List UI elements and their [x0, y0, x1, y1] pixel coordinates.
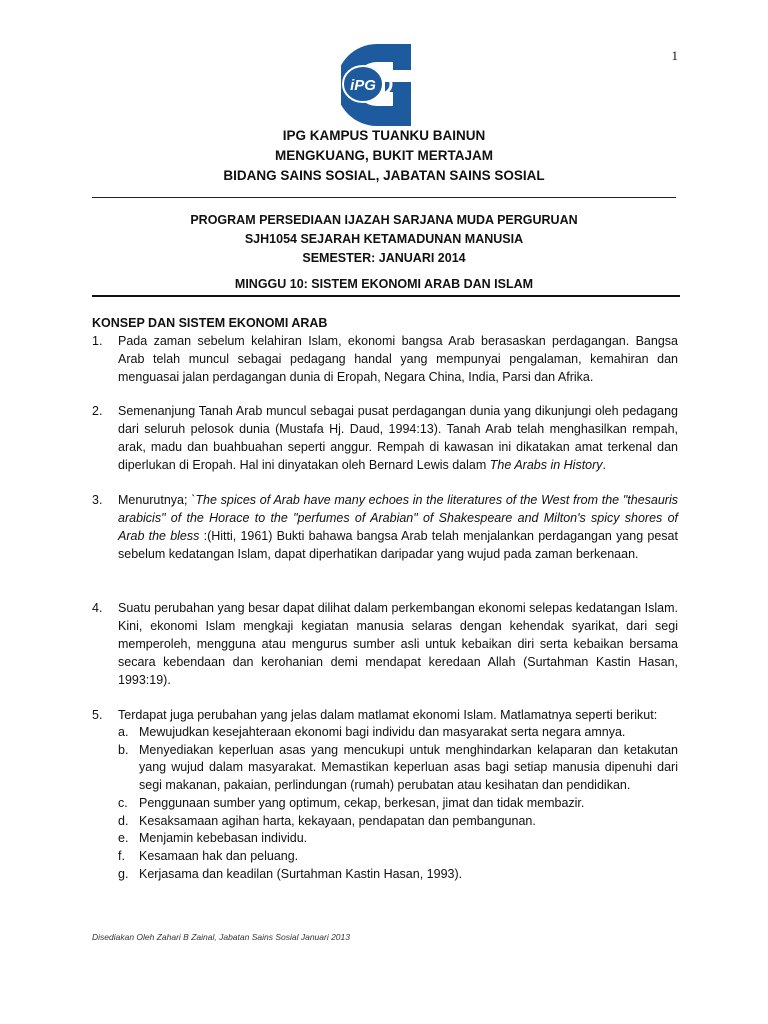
page-footer: Disediakan Oleh Zahari B Zainal, Jabatan Sains Sosial Januari 2013	[92, 932, 350, 942]
list-item	[118, 830, 678, 848]
list-item-text: Menjamin kebebasan individu.	[139, 831, 308, 846]
title-divider	[92, 295, 680, 297]
paragraph-text: Suatu perubahan yang besar dapat dilihat dalam perkembangan ekonomi selepas kedatangan Islam. Kini, ekonomi Islam mengkaji kegiatan manusia selaras dengan kehendak syarikat, dari segi memperoleh, mengguna atau mengurus sumber asli untuk kebaikan diri serta kebaikan bersama secara kebendaan dan kerohanian demi mendapat keredaan Allah (Surtahman Kastin Hasan, 1993:19).	[118, 601, 678, 687]
list-item-text: Kesamaan hak dan peluang.	[139, 848, 299, 863]
paragraph-text: Semenanjung Tanah Arab muncul sebagai pusat perdagangan dunia yang dikunjungi oleh pedagang dari seluruh pelosok dunia (Mustafa Hj. Daud, 1994:13). Tanah Arab telah menghasilkan rempah, arak, madu dan buahbuahan seperti anggur. Rempah di kawasan ini dikatakan amat terkenal dan diperlukan di Eropah. Hal ini dinyatakan oleh Bernard Lewis dalam	[118, 404, 678, 472]
week-title: MINGGU 10: SISTEM EKONOMI ARAB DAN ISLAM	[234, 277, 534, 291]
paragraph-3	[92, 491, 678, 563]
list-letter: b.	[118, 742, 129, 757]
paragraph-number: 4.	[92, 601, 103, 615]
institution-line-3: BIDANG SAINS SOSIAL, JABATAN SAINS SOSIAL	[223, 168, 545, 183]
institution-line-1: IPG KAMPUS TUANKU BAINUN	[282, 128, 486, 143]
header-divider	[92, 197, 676, 198]
list-item	[118, 813, 678, 831]
paragraph-2	[92, 402, 678, 474]
paragraph-4	[92, 599, 678, 689]
logo-text: iPG	[350, 77, 376, 94]
paragraph-number: 2.	[92, 404, 103, 418]
list-item-text: Mewujudkan kesejahteraan ekonomi bagi individu dan masyarakat serta negara amnya.	[139, 725, 626, 739]
list-item	[118, 742, 678, 795]
page-number: 1	[671, 48, 678, 63]
list-letter: a.	[118, 725, 129, 739]
program-line-3: SEMESTER: JANUARI 2014	[302, 251, 466, 265]
ipg-logo-icon	[341, 42, 413, 128]
paragraph-text: Terdapat juga perubahan yang jelas dalam matlamat ekonomi Islam. Matlamatnya seperti berikut:	[118, 708, 658, 722]
paragraph-text: Pada zaman sebelum kelahiran Islam, ekonomi bangsa Arab berasaskan perdagangan. Bangsa Arab telah muncul sebagai pedagang handal yang mempunyai pengalaman, kemahiran dan menguasai jalan perdagangan dunia di Eropah, Negara China, India, Parsi dan Afrika.	[118, 334, 678, 384]
list-item	[118, 795, 678, 813]
paragraph-text-end: :(Hitti, 1961) Bukti bahawa bangsa Arab telah menjalankan perdagangan yang pesat sebelum kedatangan Islam, dapat diperhatikan daripadar yang wujud pada zaman berkenaan.	[118, 529, 678, 561]
paragraph-number: 5.	[92, 708, 103, 722]
paragraph-5	[92, 706, 678, 724]
list-letter: c.	[118, 795, 128, 810]
list-letter: d.	[118, 813, 129, 828]
paragraph-text: Menurutnya; `	[118, 493, 196, 507]
paragraph-number: 1.	[92, 334, 103, 348]
book-title: The Arabs in History	[489, 458, 603, 472]
institution-line-2: MENGKUANG, BUKIT MERTAJAM	[275, 148, 493, 163]
paragraph-number: 3.	[92, 493, 103, 507]
list-item	[118, 866, 678, 884]
paragraph-1	[92, 332, 678, 386]
list-item-text: Menyediakan keperluan asas yang mencukupi untuk menghindarkan kelaparan dan ketakutan yang wujud dalam masyarakat. Memastikan keperluan asas bagi setiap manusia dipenuhi dari segi makanan, pakaian, perlindungan (rumah) perubatan atau kesihatan dan pendidikan.	[139, 742, 678, 793]
section-heading: KONSEP DAN SISTEM EKONOMI ARAB	[92, 316, 328, 330]
list-letter: e.	[118, 831, 129, 846]
objectives-list	[118, 724, 678, 883]
list-letter: g.	[118, 866, 129, 881]
list-item-text: Penggunaan sumber yang optimum, cekap, berkesan, jimat dan tidak membazir.	[139, 795, 585, 810]
list-item	[118, 848, 678, 866]
list-letter: f.	[118, 848, 125, 863]
quotation: The spices of Arab have many echoes in the literatures of the West from the "thesauris arabicis" of the Horace to the "perfumes of Arabian" of Shakespeare and Milton's spicy shores of Arab the bless	[118, 493, 679, 543]
program-line-2: SJH1054 SEJARAH KETAMADUNAN MANUSIA	[244, 232, 524, 246]
list-item-text: Kerjasama dan keadilan (Surtahman Kastin Hasan, 1993).	[139, 866, 463, 881]
program-line-1: PROGRAM PERSEDIAAN IJAZAH SARJANA MUDA PERGURUAN	[190, 213, 578, 227]
paragraph-text-end: .	[602, 458, 607, 472]
list-item-text: Kesaksamaan agihan harta, kekayaan, pendapatan dan pembangunan.	[139, 813, 536, 828]
list-item	[118, 724, 678, 742]
